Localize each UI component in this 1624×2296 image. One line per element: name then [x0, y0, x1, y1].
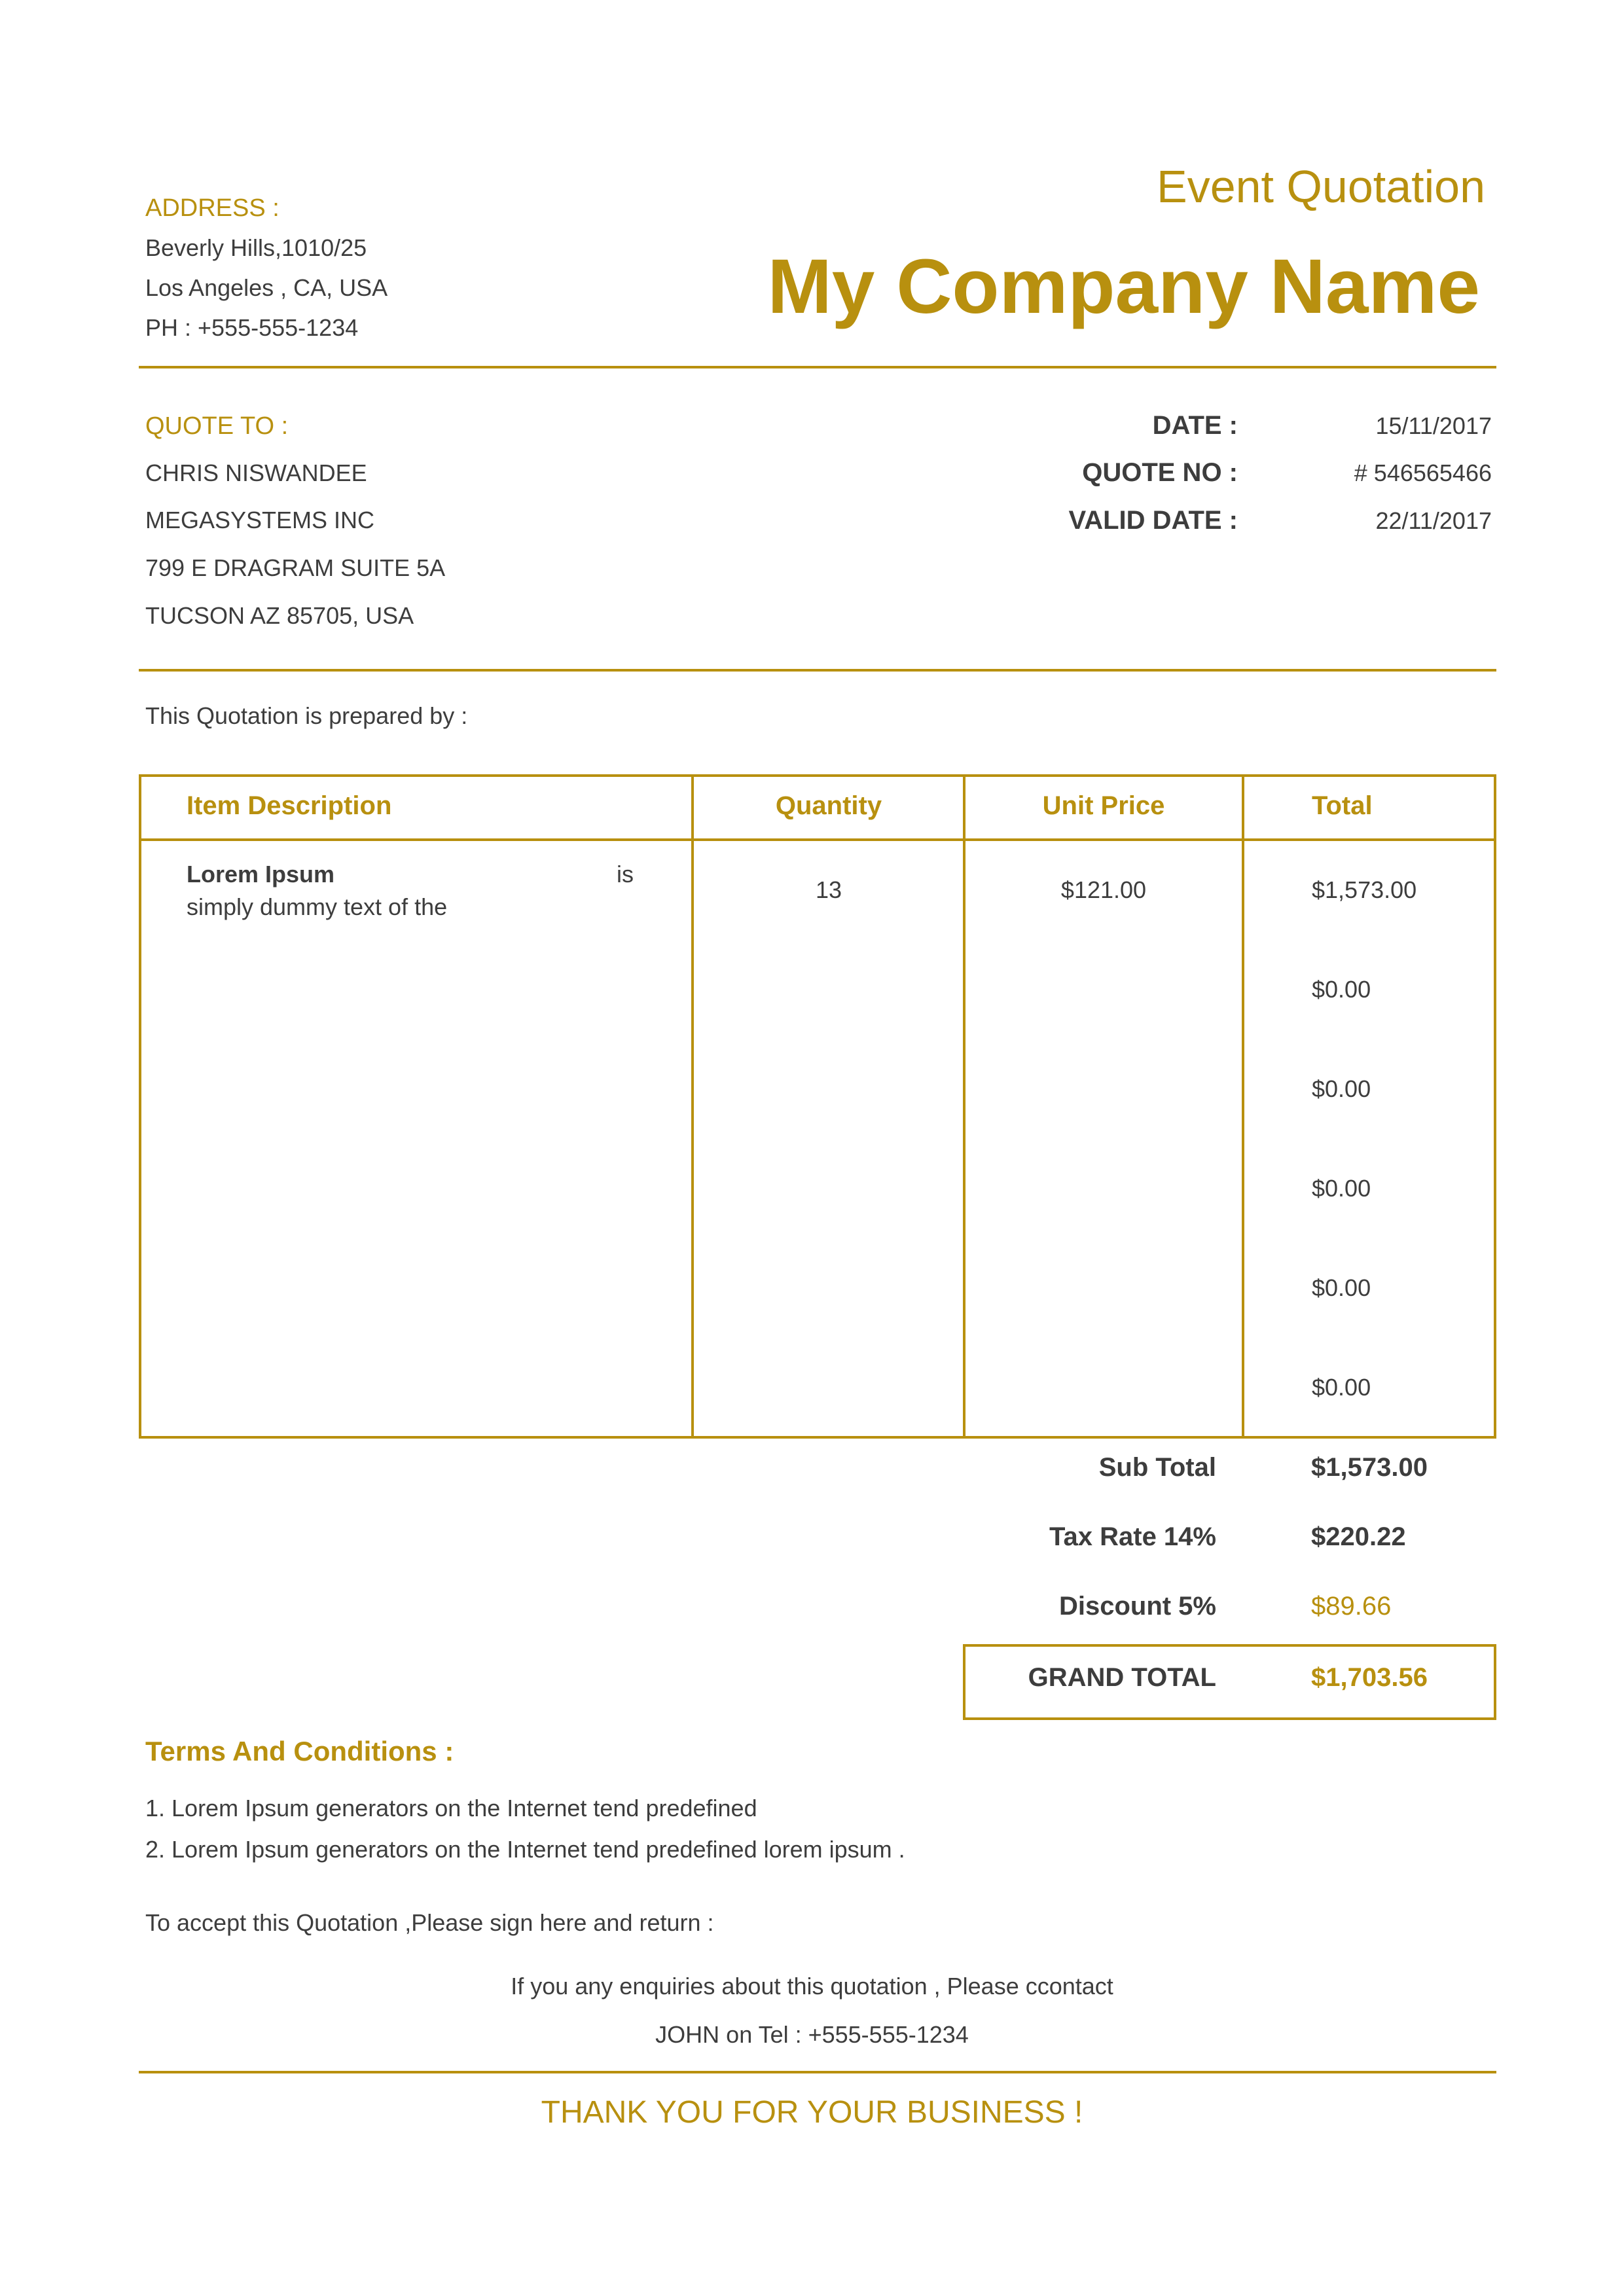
accept-instructions: To accept this Quotation ,Please sign here and return :	[145, 1909, 714, 1936]
thank-you-message: THANK YOU FOR YOUR BUSINESS !	[541, 2095, 1083, 2130]
address-phone: PH : +555-555-1234	[145, 314, 359, 341]
client-city: TUCSON AZ 85705, USA	[145, 602, 414, 629]
header-divider	[139, 366, 1496, 368]
client-divider	[139, 669, 1496, 672]
prepared-by-text: This Quotation is prepared by :	[145, 702, 468, 729]
footer-divider	[139, 2071, 1496, 2073]
address-line: Los Angeles , CA, USA	[145, 274, 388, 301]
row-total: $0.00	[1312, 1274, 1371, 1301]
row-total: $1,573.00	[1312, 876, 1417, 903]
valid-date-value: 22/11/2017	[1375, 507, 1492, 534]
item-quantity: 13	[815, 876, 842, 903]
document-type-title: Event Quotation	[1157, 161, 1485, 212]
discount-label: Discount 5%	[1058, 1592, 1216, 1621]
quote-to-label: QUOTE TO :	[145, 412, 289, 440]
subtotal-value: $1,573.00	[1311, 1453, 1428, 1482]
enquiry-text: If you any enquiries about this quotation , Please ccontact	[511, 1973, 1113, 2000]
grand-total-label: GRAND TOTAL	[1028, 1663, 1216, 1692]
company-name: My Company Name	[767, 243, 1480, 330]
tax-label: Tax Rate 14%	[1049, 1522, 1216, 1551]
row-total: $0.00	[1312, 976, 1371, 1003]
subtotal-label: Sub Total	[1098, 1453, 1216, 1482]
row-total: $0.00	[1312, 1175, 1371, 1202]
valid-date-label: VALID DATE :	[1068, 506, 1238, 535]
header-row-divider	[141, 838, 1494, 841]
client-name: CHRIS NISWANDEE	[145, 459, 367, 486]
date-value: 15/11/2017	[1375, 412, 1492, 439]
item-subtitle: simply dummy text of the	[187, 893, 448, 920]
item-title: Lorem Ipsum	[187, 861, 335, 888]
items-table	[139, 774, 1496, 1439]
address-label: ADDRESS :	[145, 194, 280, 222]
tax-value: $220.22	[1311, 1522, 1406, 1551]
item-title-suffix: is	[617, 861, 634, 888]
column-header-quantity: Quantity	[775, 791, 882, 820]
term-line: 1. Lorem Ipsum generators on the Internet tend predefined	[145, 1795, 757, 1821]
client-street: 799 E DRAGRAM SUITE 5A	[145, 554, 446, 581]
column-header-unit-price: Unit Price	[1042, 791, 1165, 820]
column-header-description: Item Description	[187, 791, 392, 820]
date-label: DATE :	[1152, 411, 1238, 440]
quote-no-label: QUOTE NO :	[1082, 458, 1238, 487]
client-company: MEGASYSTEMS INC	[145, 507, 375, 533]
row-total: $0.00	[1312, 1075, 1371, 1102]
address-line: Beverly Hills,1010/25	[145, 234, 367, 261]
discount-value: $89.66	[1311, 1592, 1392, 1621]
item-unit-price: $121.00	[1060, 876, 1147, 903]
row-total: $0.00	[1312, 1374, 1371, 1401]
column-header-total: Total	[1312, 791, 1373, 820]
term-line: 2. Lorem Ipsum generators on the Internet tend predefined lorem ipsum .	[145, 1836, 905, 1863]
contact-text: JOHN on Tel : +555-555-1234	[655, 2021, 969, 2048]
grand-total-value: $1,703.56	[1311, 1663, 1428, 1692]
terms-title: Terms And Conditions :	[145, 1736, 454, 1767]
quote-no-value: # 546565466	[1354, 459, 1492, 486]
